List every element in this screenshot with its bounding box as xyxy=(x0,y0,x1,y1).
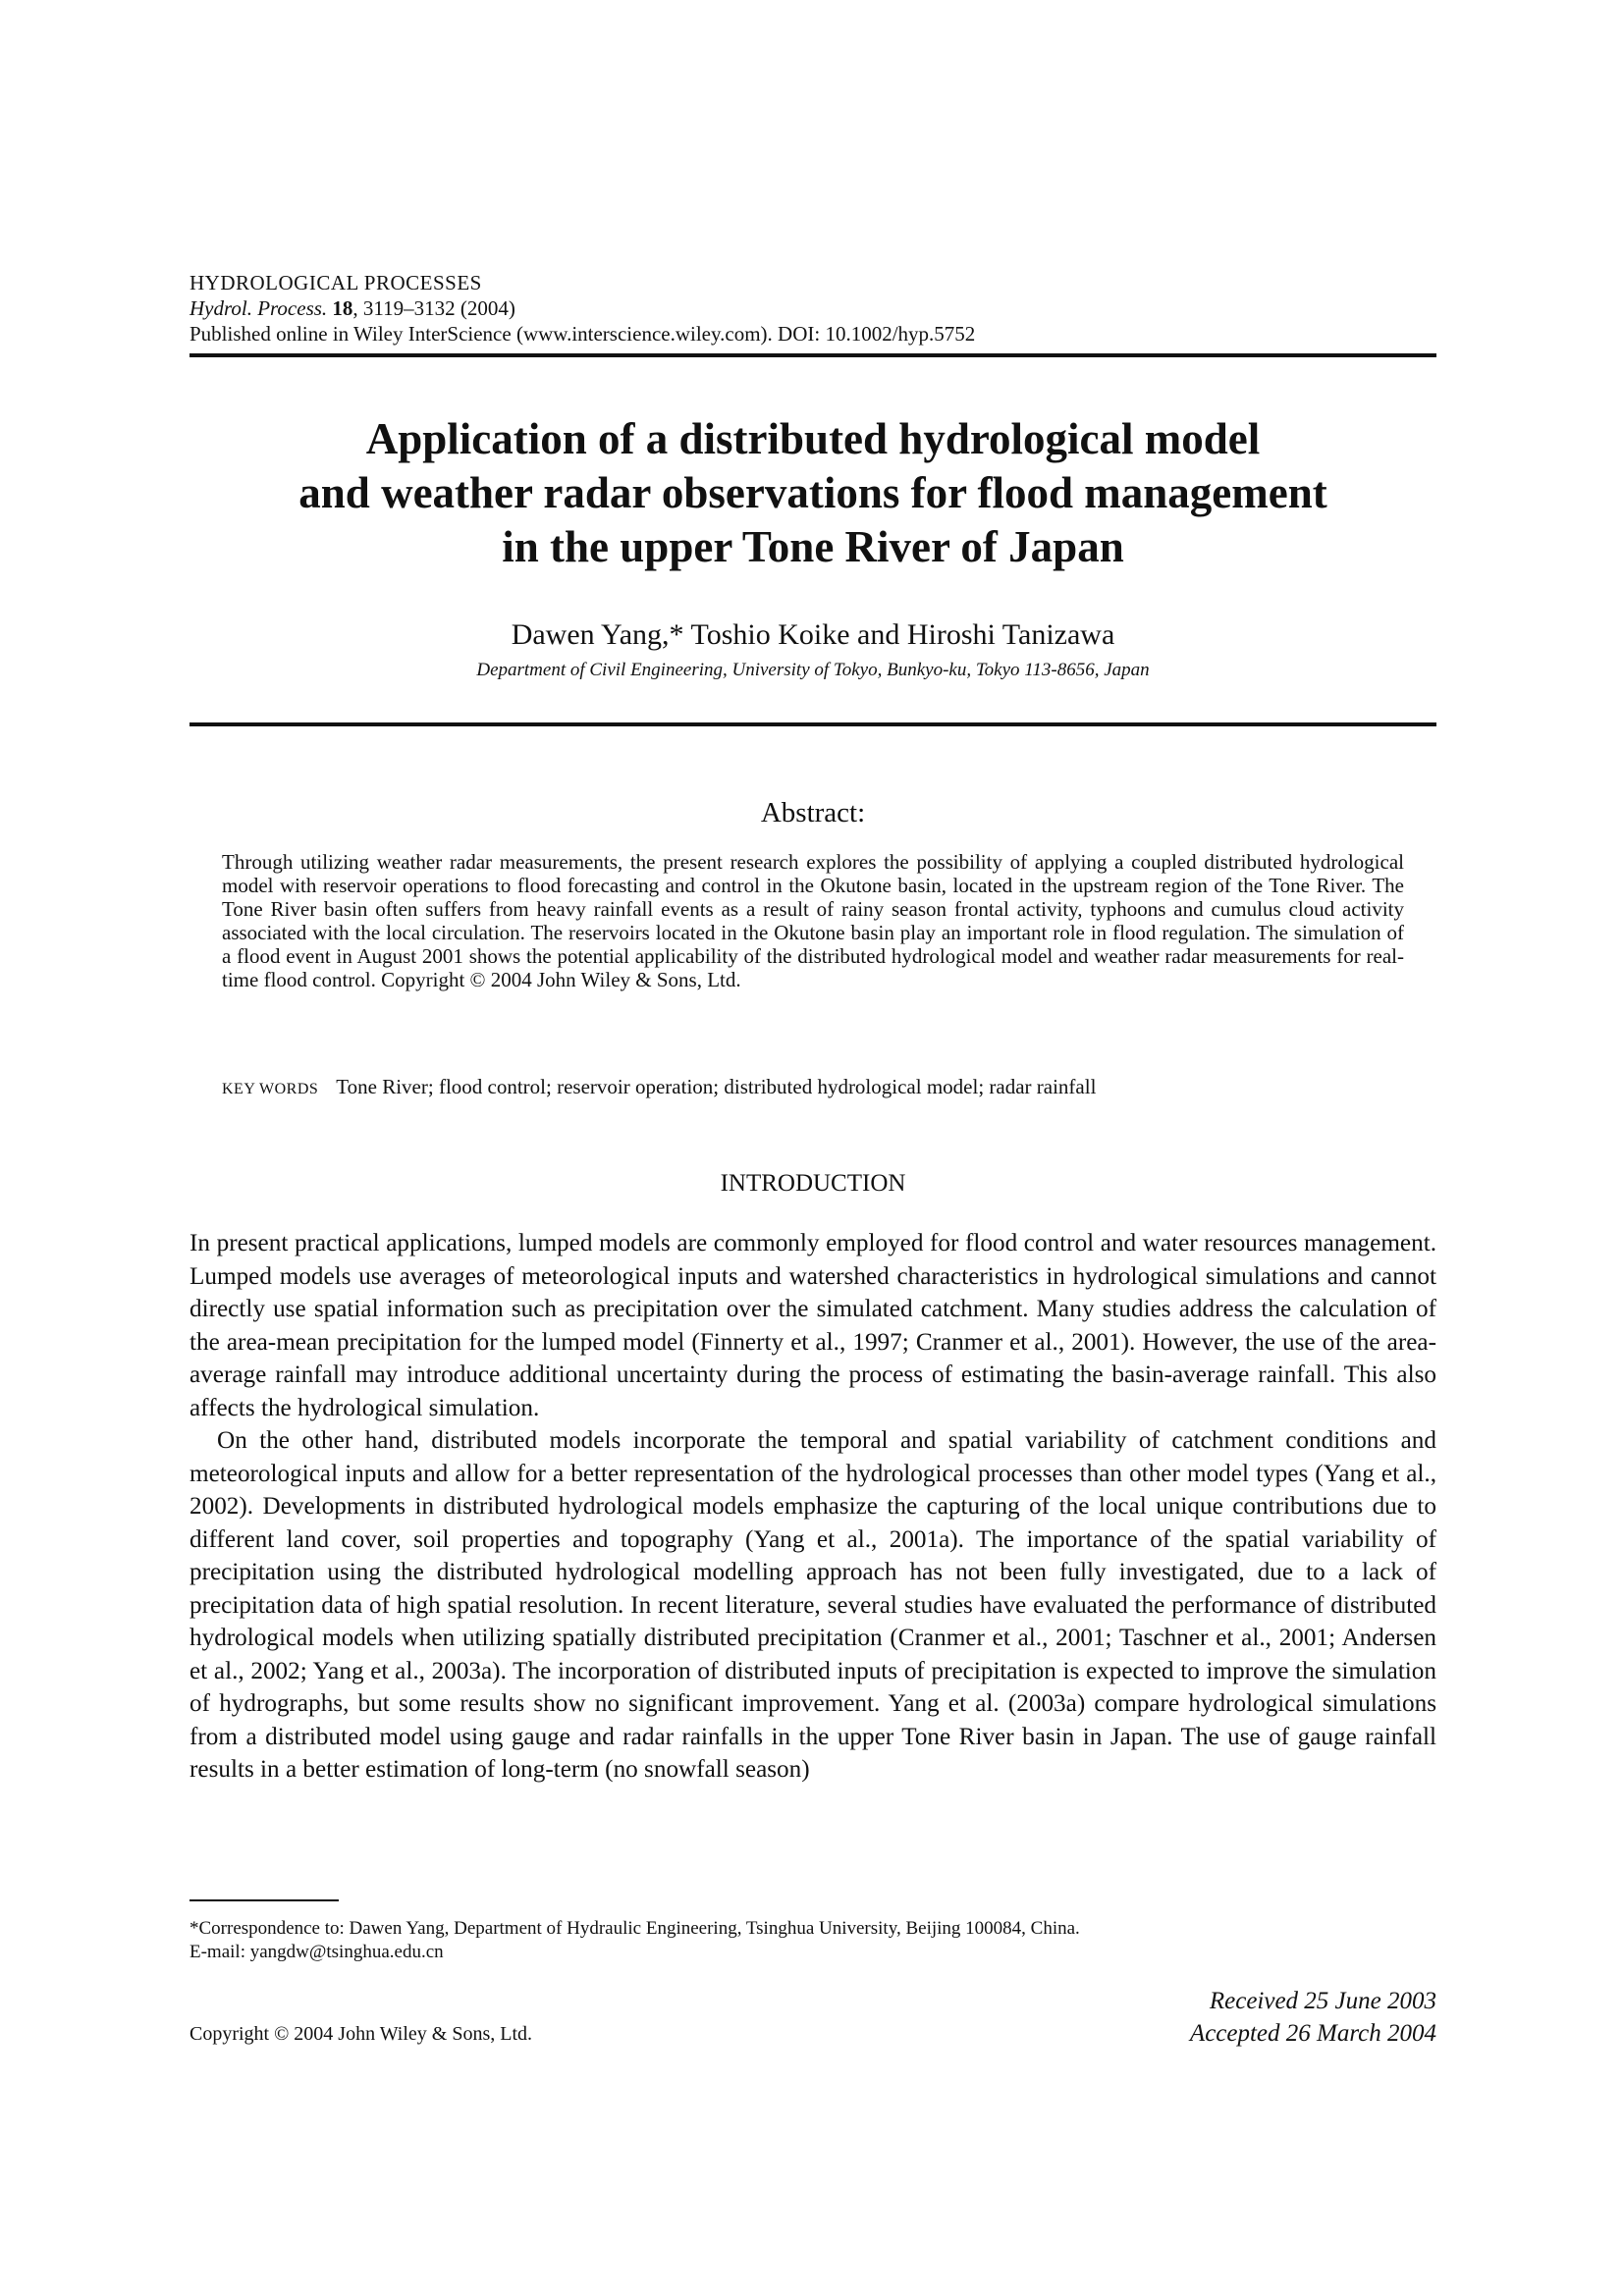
title-line: and weather radar observations for flood management xyxy=(298,468,1327,517)
citation-pages-year: , 3119–3132 (2004) xyxy=(352,296,515,320)
paper-title xyxy=(189,412,1436,574)
keywords-text: Tone River; flood control; reservoir operation; distributed hydrological model; radar rainfall xyxy=(336,1075,1097,1098)
journal-name: HYDROLOGICAL PROCESSES xyxy=(189,271,482,294)
abstract-text: Through utilizing weather radar measurements, the present research explores the possibility of applying a coupled distributed hydrological model with reservoir operations to flood forecasting and control in the Okutone basin, located in the upstream region of the Tone River. The Tone River basin often suffers from heavy rainfall events as a result of rainy season frontal activity, typhoons and cumulus cloud activity associated with the local circulation. The reservoirs located in the Okutone basin play an important role in flood regulation. The simulation of a flood event in August 2001 shows the potential applicability of the distributed hydrological model and weather radar measurements for real-time flood control. Copyright © 2004 John Wiley & Sons, Ltd. xyxy=(222,850,1404,991)
footnote xyxy=(189,1917,1436,1964)
citation-journal: Hydrol. Process. xyxy=(189,296,328,320)
abstract-heading: Abstract: xyxy=(760,797,866,828)
title-line: in the upper Tone River of Japan xyxy=(502,522,1124,571)
section-heading-introduction: INTRODUCTION xyxy=(720,1170,906,1197)
authors: Dawen Yang,* Toshio Koike and Hiroshi Tanizawa xyxy=(511,618,1115,651)
footnote-rule xyxy=(189,1899,339,1901)
top-rule xyxy=(189,353,1436,357)
paragraph: On the other hand, distributed models incorporate the temporal and spatial variability of catchment conditions and meteorological inputs and allow for a better representation of the hydrological processes than other model types (Yang et al., 2002). Developments in distributed hydrological models emphasize the capturing of the local unique contributions due to different land cover, soil properties and topography (Yang et al., 2001a). The importance of the spatial variability of precipitation using the distributed hydrological modelling approach has not been fully investigated, due to a lack of precipitation data of high spatial resolution. In recent literature, several studies have evaluated the performance of distributed hydrological models when utilizing spatially distributed precipitation (Cranmer et al., 2001; Taschner et al., 2001; Andersen et al., 2002; Yang et al., 2003a). The incorporation of distributed inputs of precipitation is expected to improve the simulation of hydrographs, but some results show no significant improvement. Yang et al. (2003a) compare hydrological simulations from a distributed model using gauge and radar rainfalls in the upper Tone River basin in Japan. The use of gauge rainfall results in a better estimation of long-term (no snowfall season) xyxy=(189,1427,1436,1783)
journal-header xyxy=(189,270,975,347)
email-note: E-mail: yangdw@tsinghua.edu.cn xyxy=(189,1942,444,1962)
keywords-label: KEY WORDS xyxy=(222,1081,319,1097)
keywords xyxy=(222,1075,1404,1099)
paragraph: In present practical applications, lumped models are commonly employed for flood control and water resources management. Lumped models use averages of meteorological inputs and watershed characteristics in hydrological simulations and cannot directly use spatial information such as precipitation over the simulated catchment. Many studies address the calculation of the area-mean precipitation for the lumped model (Finnerty et al., 1997; Cranmer et al., 2001). However, the use of the area-average rainfall may introduce additional uncertainty during the process of estimating the basin-average rainfall. This also affects the hydrological simulation. xyxy=(189,1230,1436,1421)
title-line: Application of a distributed hydrological model xyxy=(365,414,1261,463)
title-bottom-rule xyxy=(189,722,1436,726)
citation xyxy=(189,295,975,321)
affiliation: Department of Civil Engineering, University of Tokyo, Bunkyo-ku, Tokyo 113-8656, Japan xyxy=(476,660,1150,680)
copyright-notice: Copyright © 2004 John Wiley & Sons, Ltd. xyxy=(189,2023,533,2045)
received-dates xyxy=(1190,1985,1436,2050)
accepted-date: Accepted 26 March 2004 xyxy=(1189,2020,1436,2047)
introduction-body xyxy=(189,1227,1436,1787)
citation-volume: 18 xyxy=(332,296,353,320)
published-online: Published online in Wiley InterScience (www.interscience.wiley.com). DOI: 10.1002/hyp.5752 xyxy=(189,322,976,346)
correspondence-note: *Correspondence to: Dawen Yang, Department of Hydraulic Engineering, Tsinghua University, Beijing 100084, China. xyxy=(189,1918,1080,1939)
received-date: Received 25 June 2003 xyxy=(1209,1988,1436,2014)
